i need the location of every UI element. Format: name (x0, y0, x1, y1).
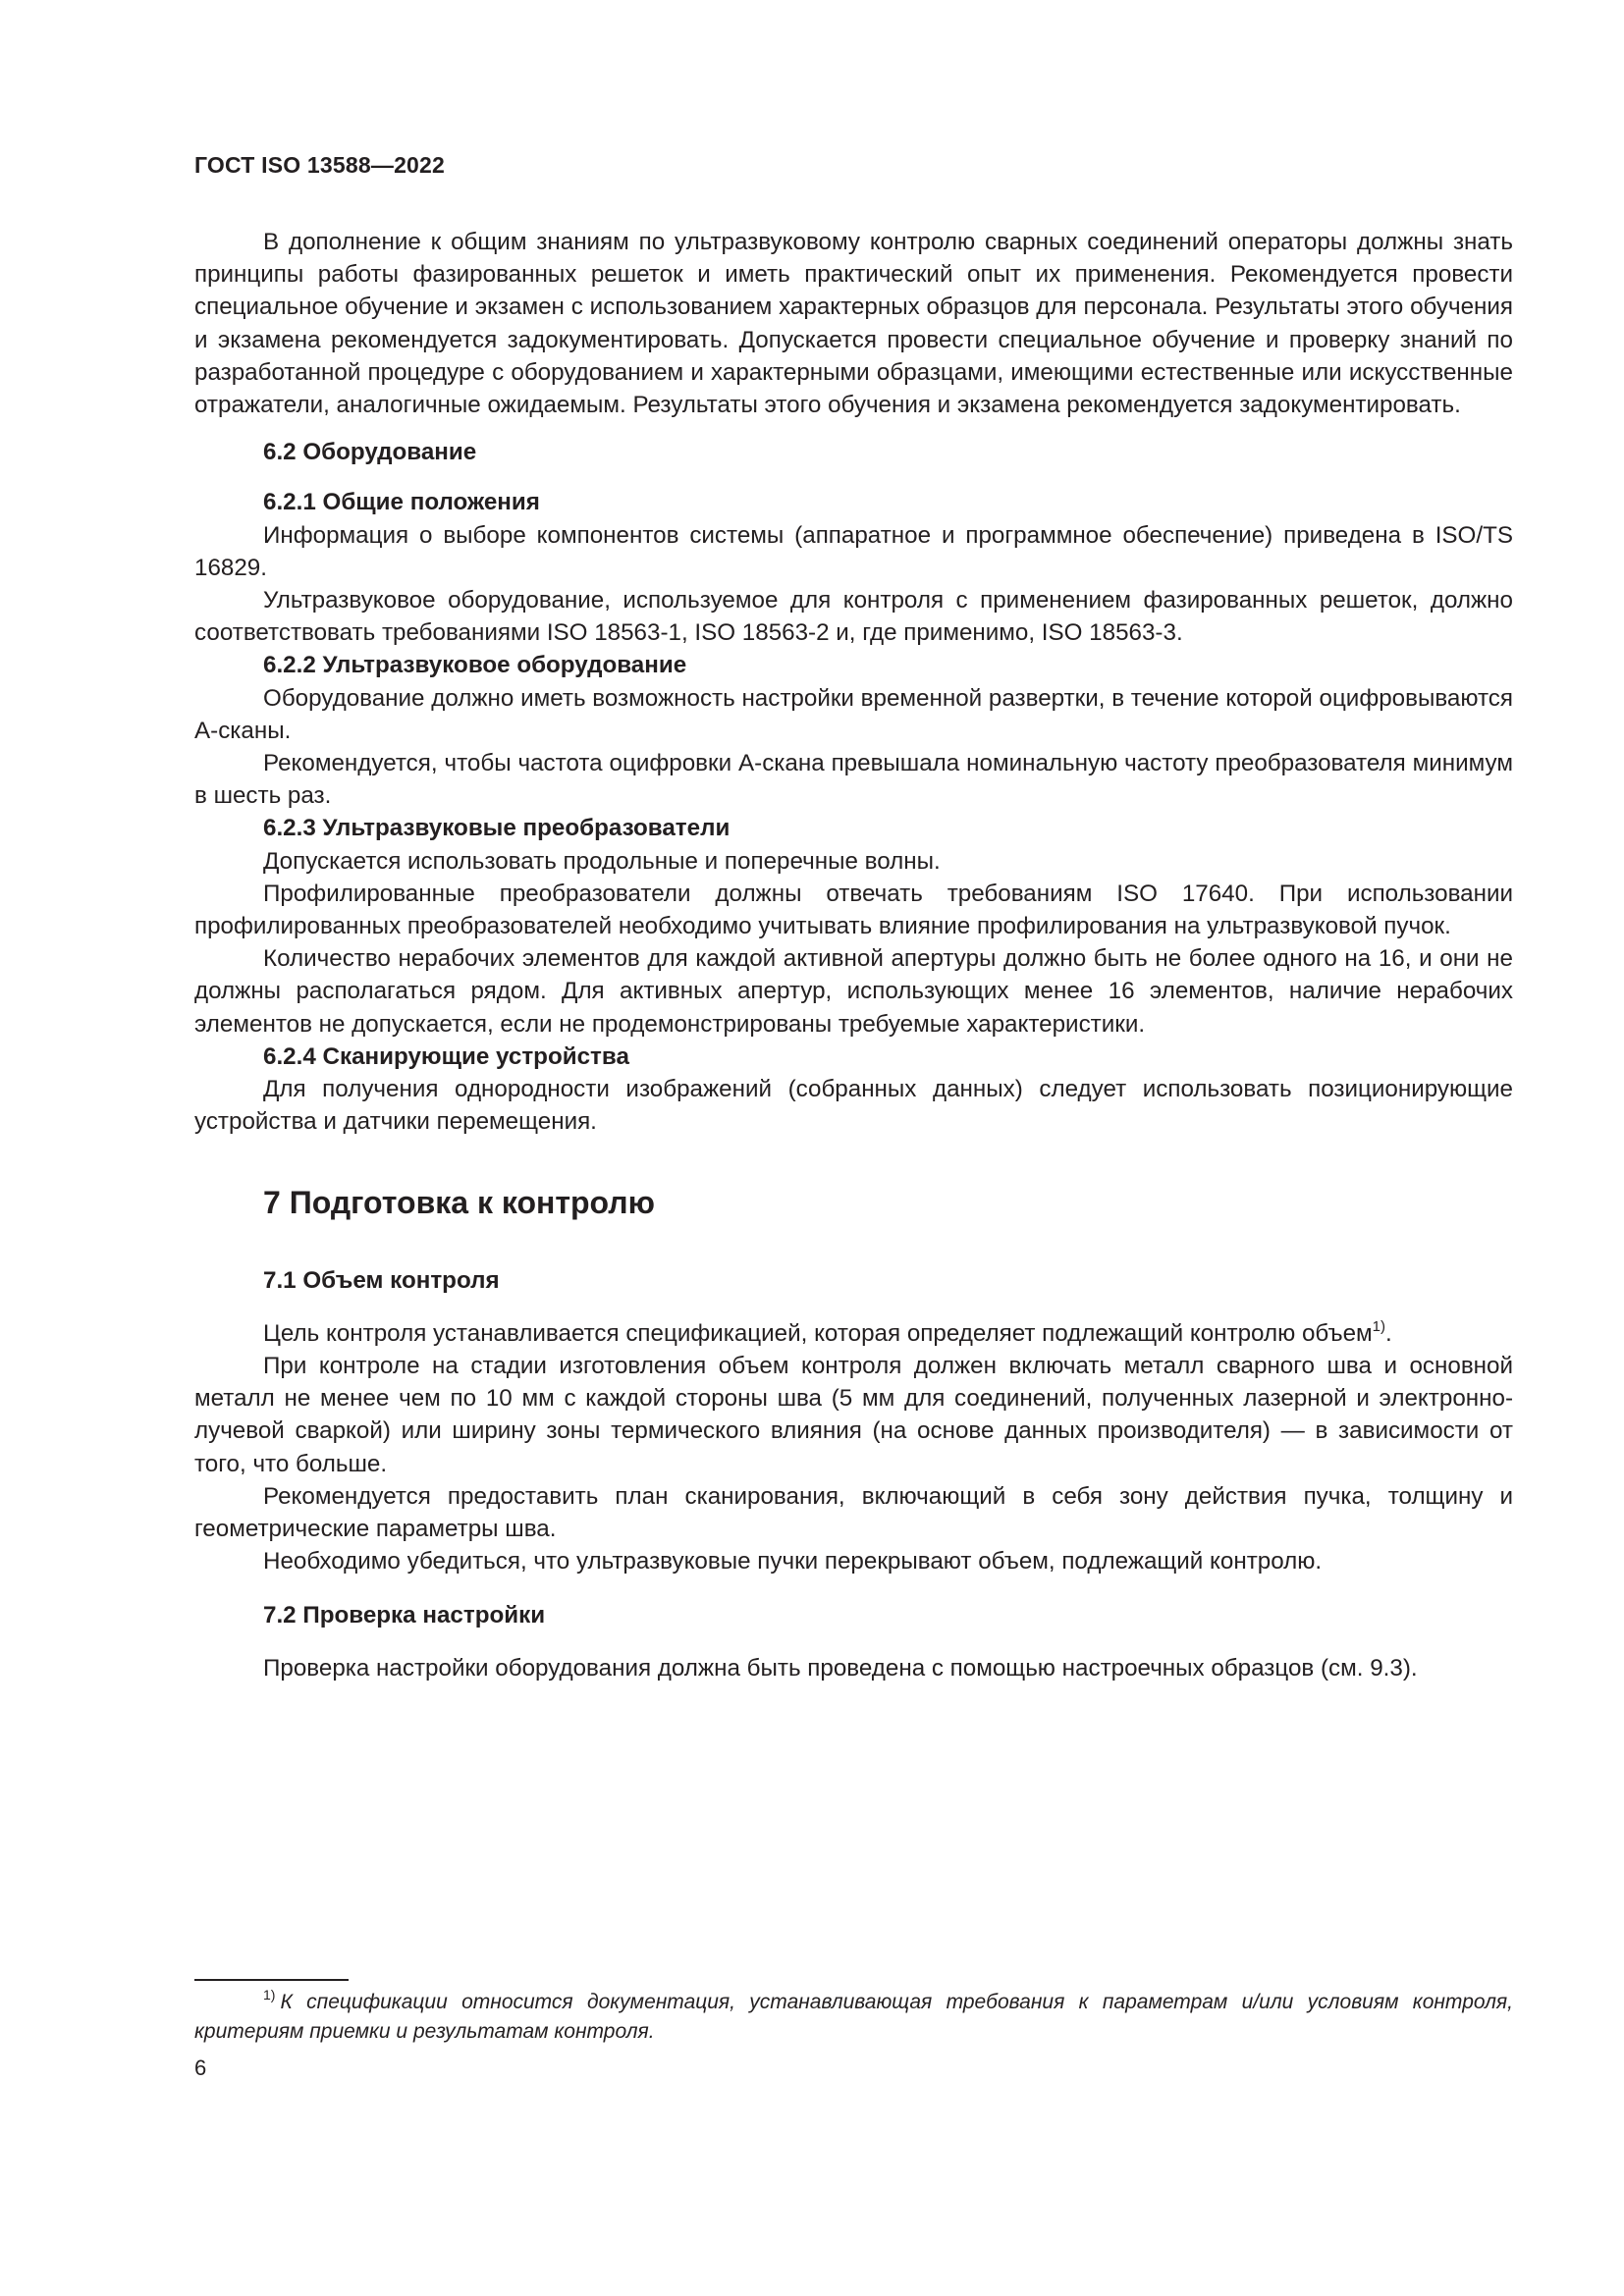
section-6-2-1-para-2: Ультразвуковое оборудование, используемое для контроля с применением фазированных решеток, должно соответствовать требованиями ISO 18563-1, ISO 18563-2 и, где применимо, ISO 18563-3. (194, 587, 1513, 647)
footnote-mark: 1) (263, 1987, 276, 2002)
section-6-2-3-para-2: Профилированные преобразователи должны отвечать требованиям ISO 17640. При использовании профилированных преобразователей необходимо учитывать влияние профилирования на ультразвуковой пучок. (194, 880, 1513, 940)
section-6-2-2-para-2: Рекомендуется, чтобы частота оцифровки А-скана превышала номинальную частоту преобразователя минимум в шесть раз. (194, 750, 1513, 810)
section-6-2-4-para-1: Для получения однородности изображений (собранных данных) следует использовать позиционирующие устройства и датчики перемещения. (194, 1076, 1513, 1136)
section-6-2-2-para-1: Оборудование должно иметь возможность настройки временной развертки, в течение которой оцифровываются А-сканы. (194, 684, 1513, 744)
section-7-heading: 7 Подготовка к контролю (263, 1185, 655, 1221)
section-7-1-heading: 7.1 Объем контроля (263, 1267, 500, 1295)
section-7-2-para-1: Проверка настройки оборудования должна быть проведена с помощью настроечных образцов (см. 9.3). (263, 1654, 1418, 1682)
footnote-separator (194, 1979, 349, 1981)
section-6-2-3-para-3: Количество нерабочих элементов для каждой активной апертуры должно быть не более одного на 16, и они не должны располагаться рядом. Для активных апертур, использующих менее 16 элементов, наличие нерабочих элементов не допускается, если не продемонстрированы требуемые характеристики. (194, 945, 1513, 1038)
section-6-2-heading: 6.2 Оборудование (263, 439, 477, 466)
section-7-1-para-3: Рекомендуется предоставить план сканирования, включающий в себя зону действия пучка, толщину и геометрические параметры шва. (194, 1482, 1513, 1542)
page-body (194, 226, 1513, 1684)
section-6-2-3-heading: 6.2.3 Ультразвуковые преобразователи (263, 815, 731, 842)
section-7-1-para-1-text: Цель контроля устанавливается спецификацией, которая определяет подлежащий контролю объем (263, 1319, 1373, 1347)
section-6-2-2-heading: 6.2.2 Ультразвуковое оборудование (263, 652, 687, 679)
section-6-2-1-para-1: Информация о выборе компонентов системы (аппаратное и программное обеспечение) приведена в ISO/TS 16829. (194, 521, 1513, 581)
section-7-2-heading: 7.2 Проверка настройки (263, 1602, 546, 1629)
section-7-1-para-4: Необходимо убедиться, что ультразвуковые пучки перекрывают объем, подлежащий контролю. (263, 1548, 1323, 1575)
section-7-1-para-1: Цель контроля устанавливается спецификацией, которая определяет подлежащий контролю объем$^{1)}$. (263, 1317, 1392, 1347)
footnote-reference[interactable]: 1) (1372, 1317, 1385, 1335)
section-6-2-4-heading: 6.2.4 Сканирующие устройства (263, 1042, 629, 1070)
page-number: 6 (194, 2056, 207, 2080)
section-6-2-3-para-1: Допускается использовать продольные и поперечные волны. (263, 847, 941, 875)
section-7-1-para-2: При контроле на стадии изготовления объем контроля должен включать металл сварного шва и основной металл не менее чем по 10 мм с каждой стороны шва (5 мм для соединений, полученных лазерной и электронно-лучевой сваркой) или ширину зоны термического влияния (на основе данных производителя) — в зависимости от того, что больше. (194, 1352, 1513, 1477)
footnote-text: К спецификации относится документация, устанавливающая требования к параметрам и/или условиям контроля, критериям приемки и результатам контроля. (194, 1991, 1513, 2043)
intro-paragraph: В дополнение к общим знаниям по ультразвуковому контролю сварных соединений операторы должны знать принципы работы фазированных решеток и иметь практический опыт их применения. Рекомендуется провести специальное обучение и экзамен с использованием характерных образцов для персонала. Результаты этого обучения и экзамена рекомендуется задокументировать. Допускается провести специальное обучение и проверку знаний по разработанной процедуре с оборудованием и характерными образцами, имеющими естественные или искусственные отражатели, аналогичные ожидаемым. Результаты этого обучения и экзамена рекомендуется задокументировать. (194, 229, 1513, 419)
section-6-2-1-heading: 6.2.1 Общие положения (263, 489, 540, 516)
document-header: ГОСТ ISO 13588—2022 (194, 152, 446, 178)
footnote (194, 1988, 1513, 2047)
